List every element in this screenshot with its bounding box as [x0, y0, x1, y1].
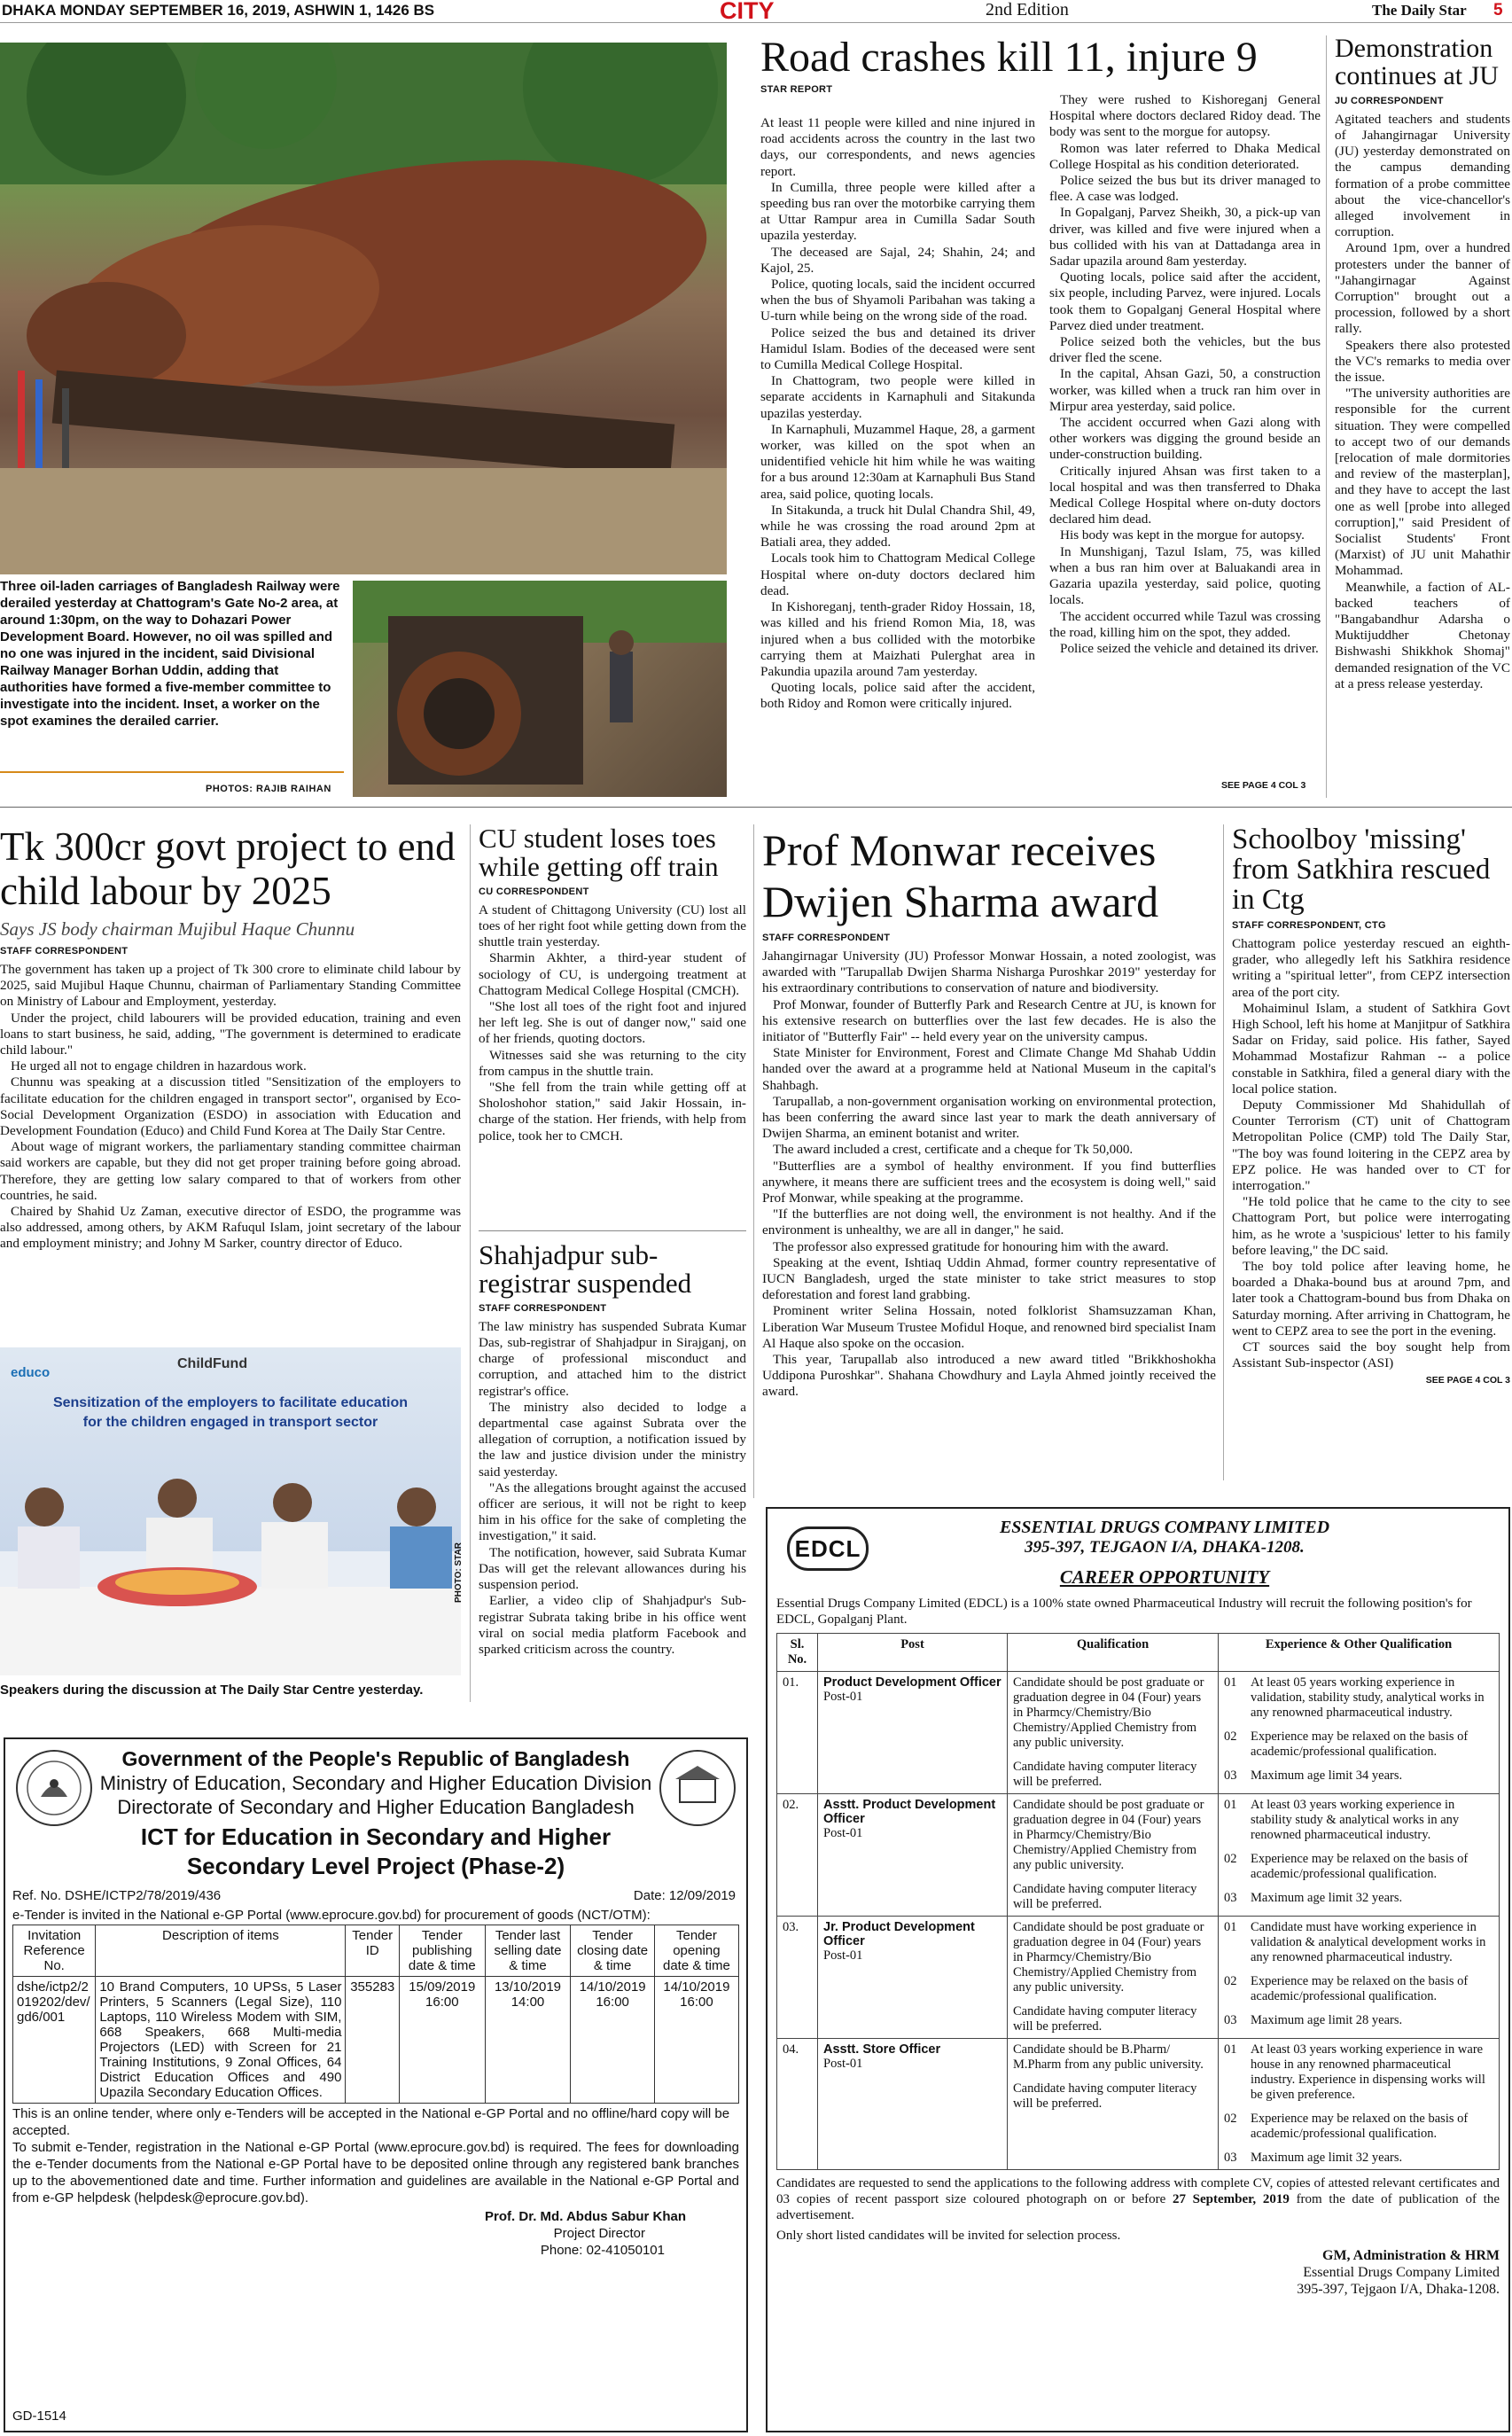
paragraph: Meanwhile, a faction of AL-backed teachers of "Bangabandhur Adarsha o Muktijuddher Chetonay Bishwashi Shikkhok Shomaj" demanded resignation of the VC at a press release yesterday. — [1335, 579, 1510, 691]
tender-note-2: To submit e-Tender, registration in the National e-GP Portal (www.eprocure.gov.bd) is required. The fees for downloading the e-Tender documents from the National e-GP Portal have to be deposited online through any registered bank branches up to the abovementioned date and time. Further information and guidelines are available in the National e-GP Portal and from e-GP helpdesk (helpdesk@eprocure.gov.bd). — [12, 2140, 739, 2206]
experience-text: At least 03 years working experience in stability study & analytical works in any renowned pharmaceutical industry. — [1251, 1798, 1460, 1842]
paragraph: "The university authorities are responsible for the current situation. They were compelled to accept two of our demands [relocation of male dormitories and review of the masterplan], and they have to accept the last one as well [probe into alleged corruption]," said President of Socialist Students' Front (Marxist) of JU unit Mahathir Mohammad. — [1335, 386, 1510, 579]
experience-text: At least 05 years working experience in validation, stability study, analytical works in any renowned pharmaceutical industry. — [1251, 1675, 1485, 1720]
tender-header-cell: Description of items — [96, 1925, 346, 1977]
schoolboy-byline: STAFF CORRESPONDENT, CTG — [1232, 919, 1386, 931]
experience-text: Maximum age limit 28 years. — [1251, 2013, 1403, 2027]
career-post — [818, 2039, 1008, 2170]
project-title-2: Secondary Level Project (Phase-2) — [186, 1853, 565, 1879]
road-crashes-col1 — [760, 115, 1035, 713]
worker-examining-carrier-illustration — [353, 581, 727, 797]
road-crashes-story — [760, 35, 1329, 100]
caption-accent-rule — [0, 771, 344, 773]
cu-student-byline: CU CORRESPONDENT — [479, 886, 589, 897]
child-labour-byline: STAFF CORRESPONDENT — [0, 946, 129, 956]
paragraph: Speakers there also protested the VC's remarks to media over the issue. — [1335, 337, 1510, 386]
career-qualification — [1008, 1672, 1219, 1794]
demonstration-headline: Demonstration continues at JU — [1335, 34, 1499, 90]
paragraph: In Munshiganj, Tazul Islam, 75, was killed when a bus ran him over at Baluakandi area in Gazaria upazila yesterday, said police, quoting locals. — [1049, 543, 1321, 608]
career-header-cell: Experience & Other Qualification — [1219, 1634, 1500, 1672]
career-post — [818, 1794, 1008, 1917]
company-address: 395-397, TEJGAON I/A, DHAKA-1208. — [1025, 1538, 1305, 1557]
road-crashes-byline: STAR REPORT — [760, 84, 833, 96]
paragraph: Mohaiminul Islam, a student of Satkhira Govt High School, left his home at Manjitpur of Satkhira Sadar on Friday, said police. His father, Sayed Mohammad Mostafizur Rahman -- a police constable in Satkhira, filed a general diary with the local police station. — [1232, 1000, 1510, 1097]
tender-table-row — [13, 1977, 739, 2104]
career-sl: 04. — [777, 2039, 818, 2170]
govt-line-3: Directorate of Secondary and Higher Education Bangladesh — [117, 1796, 635, 1818]
paragraph: Under the project, child labourers will be provided education, training and even loans to start business, he said, adding, "The government is determined to eradicate child labour." — [0, 1010, 461, 1058]
discussion-photo — [0, 1347, 461, 1675]
paragraph: Speaking at the event, Ishtiaq Uddin Ahmad, former country representative of IUCN Bangladesh, urged the state minister to take strict measures to stop deforestation and forest land grabbing. — [762, 1254, 1216, 1303]
paragraph: Prominent writer Selina Hossain, noted folklorist Shamsuzzaman Khan, Liberation War Museum Trustee Mofidul Hoque, and renowned bird specialist Inam Al Haque also spoke on the occasion. — [762, 1303, 1216, 1351]
paragraph: Witnesses said she was returning to the city from campus in the shuttle train. — [479, 1047, 746, 1079]
tender-header-cell: Tender last selling date & time — [485, 1925, 571, 1977]
paragraph: A student of Chittagong University (CU) lost all toes of her right foot while getting down from the shuttle train yesterday. — [479, 902, 746, 950]
experience-number: 03 — [1224, 2013, 1237, 2027]
experience-item — [1224, 1974, 1493, 2004]
dateline-text: DHAKA MONDAY SEPTEMBER 16, 2019, ASHWIN 1, 1426 BS — [2, 2, 435, 19]
edcl-logo: EDCL — [787, 1526, 869, 1571]
qualification-main: Candidate should be post graduate or graduation degree in 04 (Four) years in Pharmcy/Chemistry/Bio Chemistry/Applied Chemistry from any public university. — [1013, 1798, 1204, 1872]
career-footer-tail: from the date of publication of the advertisement. — [776, 2192, 1500, 2222]
paragraph: Police seized the vehicle and detained its driver. — [1060, 640, 1319, 656]
experience-number: 02 — [1224, 1974, 1237, 1988]
government-tender-ad — [4, 1737, 748, 2432]
paragraph: Police, quoting locals, said the incident occurred when the bus of Shyamoli Paribahan was taking a U-turn while being on the wrong side of the road. — [760, 277, 1035, 324]
post-title: Asstt. Store Officer — [823, 2042, 941, 2057]
section-label: CITY — [720, 0, 775, 24]
road-crashes-jump: SEE PAGE 4 COL 3 — [1221, 780, 1306, 791]
paragraph: Locals took him to Chattogram Medical College Hospital where on-duty doctors declared him dead. — [760, 550, 1035, 598]
post-count: Post-01 — [823, 1826, 863, 1840]
edcl-signatory — [776, 2247, 1500, 2298]
career-experience — [1219, 2039, 1500, 2170]
paragraph: They were rushed to Kishoreganj General Hospital where doctors declared Ridoy dead. The body was sent to the morgue for autopsy. — [1049, 92, 1321, 140]
paragraph: "She fell from the train while getting off at Sholoshohor station," said Jakir Hossain, in-charge of the station. Her friends, with help from police, took her to CMCH. — [479, 1080, 746, 1144]
experience-number: 03 — [1224, 1891, 1237, 1905]
career-header-cell: Sl. No. — [777, 1634, 818, 1672]
paragraph: Deputy Commissioner Md Shahidullah of Counter Terrorism (CT) unit of Chattogram Metropolitan Police (CMP) told The Daily Star, "The boy was found loitering in the CEPZ area by EPZ police. He was handed over to CT for interrogation." — [1232, 1097, 1510, 1193]
paragraph: The award included a crest, certificate and a cheque for Tk 50,000. — [773, 1142, 1134, 1158]
schoolboy-story — [1232, 824, 1510, 1386]
monwar-byline: STAFF CORRESPONDENT — [762, 933, 891, 943]
paragraph: The law ministry has suspended Subrata Kumar Das, sub-registrar of Shahjadpur in Sirajganj, on charge of professional misconduct and corruption, and attached him to the district registrar's office. — [479, 1318, 746, 1399]
paragraph: He urged all not to engage children in hazardous work. — [11, 1058, 307, 1074]
paragraph: The deceased are Sajal, 24; Shahin, 24; and Kajol, 25. — [760, 244, 1035, 276]
paragraph: CT sources said the boy sought help from Assistant Sub-inspector (ASI) — [1232, 1339, 1510, 1371]
experience-item — [1224, 1798, 1493, 1843]
paragraph: In Sitakunda, a truck hit Dulal Chandra Shil, 49, while he was crossing the road around 2pm at Batiali area, they added. — [760, 502, 1035, 550]
paragraph: Earlier, a video clip of Shahjadpur's Sub-registrar Subrata taking bribe in his office went viral on social media platform Facebook and sparked criticism across the country. — [479, 1593, 746, 1657]
experience-item — [1224, 1768, 1493, 1784]
dateline — [2, 2, 434, 20]
paragraph: Agitated teachers and students of Jahangirnagar University (JU) yesterday demonstrated on the campus demanding formation of a probe committee about the vice-chancellor's alleged involvement in corruption. — [1335, 111, 1510, 240]
career-heading: CAREER OPPORTUNITY — [1059, 1566, 1270, 1588]
road-crashes-col2 — [1049, 92, 1321, 657]
paragraph: "If the butterflies are not doing well, the environment is not healthy. And if the environment is unhealthy, we are all in danger," he said. — [762, 1206, 1216, 1238]
career-qualification — [1008, 1917, 1219, 2039]
career-experience — [1219, 1672, 1500, 1794]
post-title: Asstt. Product Development Officer — [823, 1798, 996, 1826]
cu-student-body — [479, 902, 746, 1144]
train-caption — [0, 578, 344, 730]
edcl-sign-address: 395-397, Tejgaon I/A, Dhaka-1208. — [1297, 2282, 1500, 2297]
edition-label: 2nd Edition — [986, 0, 1069, 20]
qualification-extra: Candidate having computer literacy will be preferred. — [1013, 1882, 1197, 1911]
paragraph: Police seized both the vehicles, but the bus driver fled the scene. — [1049, 334, 1321, 366]
paragraph: "Butterflies are a symbol of healthy environment. If you find butterflies anywhere, it means there are sufficient trees and the ecosystem is doing well," said Prof Monwar, while speaking at the programme. — [762, 1158, 1216, 1206]
career-qualification — [1008, 1794, 1219, 1917]
edcl-sign-company: Essential Drugs Company Limited — [1303, 2265, 1500, 2280]
signatory-phone: Phone: 02-41050101 — [540, 2243, 665, 2258]
paragraph: The accident occurred when Gazi along with other workers was digging the ground beside an under-construction building. — [1049, 415, 1321, 463]
train-photo-credit: PHOTOS: RAJIB RAIHAN — [206, 784, 331, 794]
road-crashes-headline: Road crashes kill 11, injure 9 — [760, 34, 1258, 81]
qualification-extra: Candidate having computer literacy will be preferred. — [1013, 2004, 1197, 2034]
schoolboy-body — [1232, 936, 1510, 1371]
column-divider — [1223, 824, 1224, 1480]
edcl-career-ad — [766, 1507, 1510, 2432]
paragraph: Romon was later referred to Dhaka Medical College Hospital as his condition deteriorated. — [1049, 140, 1321, 172]
paragraph: Jahangirnagar University (JU) Professor Monwar Hossain, a noted zoologist, was awarded with "Tarupallab Dwijen Sharma Nisharga Puroshkar 2019" yesterday for his extraordinary contributions to conservation of nature and biodiversity. — [762, 949, 1216, 996]
experience-text: Maximum age limit 32 years. — [1251, 2151, 1403, 2165]
experience-text: Experience may be relaxed on the basis of academic/professional qualification. — [1251, 2112, 1469, 2141]
career-table-body — [777, 1672, 1500, 2170]
shahjadpur-headline: Shahjadpur sub-registrar suspended — [479, 1239, 692, 1299]
career-sl: 02. — [777, 1794, 818, 1917]
paragraph: The accident occurred while Tazul was crossing the road, killing him on the spot, they added. — [1049, 608, 1321, 640]
experience-number: 02 — [1224, 1852, 1237, 1866]
project-title-1: ICT for Education in Secondary and Higher — [140, 1823, 612, 1850]
tender-cell: 14/10/2019 16:00 — [571, 1977, 654, 2104]
tender-table — [12, 1925, 739, 2104]
career-row — [777, 1917, 1500, 2039]
tender-cell: 15/09/2019 16:00 — [400, 1977, 486, 2104]
qualification-main: Candidate should be post graduate or graduation degree in 04 (Four) years in Pharmcy/Chemistry/Bio Chemistry/Applied Chemistry from any public university. — [1013, 1675, 1204, 1750]
shahjadpur-story — [479, 1241, 746, 1658]
signatory-block — [12, 2208, 686, 2259]
demonstration-body — [1335, 112, 1510, 692]
monwar-body — [762, 949, 1216, 1401]
post-count: Post-01 — [823, 1948, 863, 1963]
career-header-cell: Qualification — [1008, 1634, 1219, 1672]
experience-text: Maximum age limit 34 years. — [1251, 1768, 1403, 1783]
paragraph: Police seized the bus but its driver managed to flee. A case was lodged. — [1049, 173, 1321, 205]
paragraph: Quoting locals, police said after the accident, both Ridoy and Romon were critically injured. — [760, 680, 1035, 712]
paragraph: About wage of migrant workers, the parliamentary standing committee chairman said workers are capable, but they did not get proper training before going abroad. Therefore, they are getting low salary compared to that of workers from other countries, he said. — [0, 1139, 461, 1203]
experience-item — [1224, 1891, 1493, 1906]
career-footer-text: Candidates are requested to send the applications to the following address with complete CV, copies of attested relevant certificates and 03 copies of recent passport size coloured photograph on or before — [776, 2176, 1500, 2206]
shahjadpur-body — [479, 1319, 746, 1658]
tender-cell: 14/10/2019 16:00 — [654, 1977, 738, 2104]
experience-number: 02 — [1224, 1729, 1237, 1744]
tender-table-header — [13, 1925, 739, 1977]
column-divider — [753, 824, 754, 1498]
experience-number: 01 — [1224, 1920, 1237, 1934]
experience-number: 03 — [1224, 2151, 1237, 2165]
career-post — [818, 1917, 1008, 2039]
post-count: Post-01 — [823, 1690, 863, 1704]
experience-text: Experience may be relaxed on the basis of academic/professional qualification. — [1251, 1852, 1469, 1881]
schoolboy-jump: SEE PAGE 4 COL 3 — [1425, 1375, 1510, 1386]
company-name: ESSENTIAL DRUGS COMPANY LIMITED — [999, 1518, 1330, 1537]
career-experience — [1219, 1794, 1500, 1917]
experience-text: Experience may be relaxed on the basis of academic/professional qualification. — [1251, 1729, 1469, 1759]
paragraph: The ministry also decided to lodge a departmental case against Subrata over the allegation of corruption, a notification issued by the law and justice division under the ministry said yesterday. — [479, 1399, 746, 1480]
paragraph: The boy told police after leaving home, he boarded a Dhaka-bound bus at around 7pm, and later took a Chattogram-bound bus from Dhaka on Saturday morning. After arriving in Chattogram, he went to CEPZ area to see the port in the evening. — [1232, 1259, 1510, 1339]
qualification-main: Candidate should be post graduate or graduation degree in 04 (Four) years in Pharmcy/Chemistry/Bio Chemistry/Applied Chemistry from any public university. — [1013, 1920, 1204, 1995]
qualification-main: Candidate should be B.Pharm/ M.Pharm from any public university. — [1013, 2042, 1204, 2072]
tender-note-1: This is an online tender, where only e-Tenders will be accepted in the National e-GP Portal and no offline/hard copy will be accepted. — [12, 2106, 730, 2138]
childfund-logo: ChildFund — [177, 1356, 248, 1371]
paragraph: Chunnu was speaking at a discussion titled "Sensitization of the employers to facilitate education for the children engaged in transport sector", organised by Eco-Social Development Organization (ESDO) in association with Education and Development Foundation (Educo) and Child Fund Korea at The Daily Star Centre. — [0, 1074, 461, 1139]
paragraph: "As the allegations brought against the accused officer are serious, it will not be right to keep him in his office for the sake of completing the investigation," it said. — [479, 1480, 746, 1544]
career-qualification — [1008, 2039, 1219, 2170]
story-divider — [479, 1230, 746, 1231]
signatory-name: Prof. Dr. Md. Abdus Sabur Khan — [485, 2209, 686, 2224]
qualification-extra: Candidate having computer literacy will be preferred. — [1013, 2081, 1197, 2111]
paragraph: Chattogram police yesterday rescued an eighth-grader, who allegedly left his Satkhira residence writing a "spiritual letter", from CEPZ intersection area of the port city. — [1232, 935, 1510, 1000]
experience-text: At least 03 years working experience in ware house in any renowned pharmaceutical industry. Experience in dispensing works will be given preference. — [1251, 2042, 1485, 2102]
paragraph: Around 1pm, over a hundred protesters under the banner of "Jahangirnagar Against Corruption" brought out a procession, followed by a short rally. — [1335, 240, 1510, 337]
qualification-extra: Candidate having computer literacy will be preferred. — [1013, 1760, 1197, 1789]
section-divider — [0, 807, 1512, 808]
edcl-sign-title: GM, Administration & HRM — [1322, 2248, 1500, 2263]
experience-item — [1224, 2112, 1493, 2142]
paragraph: "He told police that he came to the city to see Chattogram Port, but police were interrogating him, as he wrote a 'suspicious' letter to his family before leaving," the DC said. — [1232, 1194, 1510, 1258]
shahjadpur-byline: STAFF CORRESPONDENT — [479, 1302, 607, 1314]
column-divider — [470, 824, 471, 1702]
paragraph: At least 11 people were killed and nine injured in road accidents across the country in the last two days, our correspondents, and news agencies report. — [760, 115, 1035, 179]
experience-text: Experience may be relaxed on the basis of academic/professional qualification. — [1251, 1974, 1469, 2003]
career-row — [777, 1794, 1500, 1917]
tender-cell: 10 Brand Computers, 10 UPSs, 5 Laser Printers, 5 Scanners (Legal Size), 110 Laptops, 110 Wireless Modem with SIM, 668 Speakers, 668 Multi-media Projectors (LED) with Screen for 21 Training Institutions, 9 Zonal Offices, 64 District Education Offices and 490 Upazila Secondary Education Offices. — [96, 1977, 346, 2104]
experience-number: 03 — [1224, 1768, 1237, 1783]
banner-line-1: Sensitization of the employers to facilitate education — [52, 1395, 409, 1410]
post-title: Jr. Product Development Officer — [823, 1920, 975, 1948]
govt-emblem-icon — [14, 1748, 94, 1828]
tender-header-cell: Invitation Reference No. — [13, 1925, 96, 1977]
paragraph: "She lost all toes of the right foot and injured her left leg. She is out of danger now," said one of her friends, quoting doctors. — [479, 999, 746, 1047]
career-table — [776, 1633, 1500, 2170]
experience-item — [1224, 1729, 1493, 1760]
tender-header-cell: Tender ID — [346, 1925, 400, 1977]
child-labour-story — [0, 824, 461, 1253]
column-divider — [1326, 35, 1327, 798]
paragraph: This year, Tarupallab also introduced a new award titled "Brikkhoshokha Uddipona Puroshkar". Shahana Chowdhury and Layla Ahmed jointly received the award. — [762, 1352, 1216, 1400]
paragraph: Sharmin Akhter, a third-year student of sociology of CU, is undergoing treatment at Chattogram Medical College Hospital (CMCH). — [479, 950, 746, 998]
experience-item — [1224, 1920, 1493, 1965]
career-footer-2: Only short listed candidates will be invited for selection process. — [776, 2229, 1121, 2243]
inset-photo — [353, 581, 727, 797]
child-labour-headline: Tk 300cr govt project to end child labour by 2025 — [0, 824, 456, 913]
tender-header-cell: Tender publishing date & time — [400, 1925, 486, 1977]
paragraph: In Chattogram, two people were killed in separate accidents in Karnaphuli and Sitakunda upazilas yesterday. — [760, 373, 1035, 421]
schoolboy-headline: Schoolboy 'missing' from Satkhira rescued in Ctg — [1232, 824, 1491, 916]
experience-text: Maximum age limit 32 years. — [1251, 1891, 1403, 1905]
train-caption-text: Three oil-laden carriages of Bangladesh Railway were derailed yesterday at Chattogram's Gate No-2 area, at around 1:30pm, on the way to Dohazari Power Development Board. However, no oil was spilled and no one was injured in the incident, said Divisional Railway Manager Borhan Uddin, adding that authorities have formed a five-member committee to investigate into the incident. Inset, a worker on the spot examines the derailed carrier. — [0, 579, 340, 729]
career-row — [777, 2039, 1500, 2170]
experience-item — [1224, 1675, 1493, 1721]
paragraph: In Kishoreganj, tenth-grader Ridoy Hossain, 18, was killed and his friend Romon Mia, 18, was injured when a bus collided with the motorbike carrying them at Maizhati Pulerghat area in Pakundia upazila around 7am yesterday. — [760, 599, 1035, 679]
career-deadline: 27 September, 2019 — [1172, 2192, 1290, 2206]
paragraph: The professor also expressed gratitude for honouring him with the award. — [773, 1238, 1169, 1254]
career-intro: Essential Drugs Company Limited (EDCL) is a 100% state owned Pharmaceutical Industry will recruit the following position's for EDCL, Gopalganj Plant. — [776, 1597, 1472, 1627]
paragraph: Quoting locals, police said after the accident, six people, including Parvez, were injured. Locals took them to Gopalganj General Hospital where Parvez died under treatment. — [1049, 269, 1321, 333]
train-photo — [0, 43, 727, 574]
experience-number: 01 — [1224, 1798, 1237, 1812]
child-labour-subhead: Says JS body chairman Mujibul Haque Chunnu — [0, 918, 355, 940]
discussion-photo-credit: PHOTO: STAR — [454, 1542, 464, 1603]
tender-cell: 355283 — [346, 1977, 400, 2104]
speakers-illustration — [0, 1454, 461, 1675]
masthead — [0, 0, 1512, 23]
govt-line-2: Ministry of Education, Secondary and Higher Education Division — [99, 1772, 652, 1794]
govt-line-1: Government of the People's Republic of Bangladesh — [121, 1747, 630, 1770]
experience-number: 01 — [1224, 1675, 1237, 1690]
experience-number: 02 — [1224, 2112, 1237, 2126]
tender-cell: dshe/ictp2/2019202/dev/gd6/001 — [13, 1977, 96, 2104]
tender-header-cell: Tender opening date & time — [654, 1925, 738, 1977]
dshe-logo-icon — [658, 1748, 737, 1828]
post-count: Post-01 — [823, 2057, 863, 2071]
child-labour-body — [0, 962, 461, 1253]
career-table-header — [777, 1634, 1500, 1672]
paragraph: The government has taken up a project of Tk 300 crore to eliminate child labour by 2025, said Mujibul Haque Chunnu, chairman of Parliamentary Standing Committee on Ministry of Labour and Employment, yesterday. — [0, 962, 461, 1010]
paragraph: Critically injured Ahsan was first taken to a local hospital and was then transferred to Dhaka Medical College Hospital where on-duty doctors declared him dead. — [1049, 463, 1321, 527]
career-post — [818, 1672, 1008, 1794]
discussion-caption: Speakers during the discussion at The Daily Star Centre yesterday. — [0, 1683, 424, 1698]
demonstration-byline: JU CORRESPONDENT — [1335, 95, 1444, 106]
career-footer-1 — [776, 2175, 1500, 2223]
paragraph: In Gopalganj, Parvez Sheikh, 30, a pick-up van driver, was killed and five were injured when a bus collided with his van at Dattadanga area in Sadar upazila around 8am yesterday. — [1049, 205, 1321, 269]
paragraph: In the capital, Ahsan Gazi, 50, a construction worker, was killed when a truck ran him over in Mirpur area yesterday, said police. — [1049, 366, 1321, 414]
signatory-title: Project Director — [553, 2226, 645, 2241]
experience-item — [1224, 1852, 1493, 1882]
tender-cell: 13/10/2019 14:00 — [485, 1977, 571, 2104]
career-experience — [1219, 1917, 1500, 2039]
tender-header-cell: Tender closing date & time — [571, 1925, 654, 1977]
ad-code: GD-1514 — [12, 2409, 66, 2424]
experience-number: 01 — [1224, 2042, 1237, 2057]
paragraph: The notification, however, said Subrata Kumar Das will get the relevant allowances during his suspension period. — [479, 1544, 746, 1593]
experience-item — [1224, 2042, 1493, 2103]
career-sl: 01. — [777, 1672, 818, 1794]
monwar-headline: Prof Monwar receives Dwijen Sharma award — [762, 825, 1159, 926]
career-row — [777, 1672, 1500, 1794]
experience-text: Candidate must have working experience in validation & analytical development works in any renowned pharmaceutical industry. — [1251, 1920, 1486, 1964]
post-title: Product Development Officer — [823, 1675, 1002, 1690]
paragraph: Police seized the bus and detained its driver Hamidul Islam. Bodies of the deceased were sent to Cumilla Medical College Hospital. — [760, 324, 1035, 373]
cu-student-story — [479, 824, 746, 1144]
ref-line — [12, 1888, 739, 1906]
cu-student-headline: CU student loses toes while getting off train — [479, 823, 719, 882]
paragraph: In Karnaphuli, Muzammel Haque, 28, a garment worker, was killed on the spot when an unidentified vehicle hit him while he was waiting for a bus around 12:30am at Karnaphuli Bus Stand area, said police, quoting locals. — [760, 421, 1035, 502]
demonstration-story — [1335, 35, 1510, 692]
ad-date: Date: 12/09/2019 — [633, 1888, 736, 1903]
paragraph: Prof Monwar, founder of Butterfly Park and Research Centre at JU, is known for his extensive research on butterflies over the last few decades. He is also the initiator of "Butterfly Fair" -- held every year on the university campus. — [762, 996, 1216, 1045]
page-number: 5 — [1493, 1, 1503, 20]
career-sl: 03. — [777, 1917, 818, 2039]
paragraph: Tarupallab, a non-government organisation working on environmental protection, has been conferring the award since last year to mark the death anniversary of Dwijen Sharma, an eminent botanist and writer. — [762, 1093, 1216, 1142]
experience-item — [1224, 2151, 1493, 2166]
experience-item — [1224, 2013, 1493, 2028]
derailed-train-illustration — [0, 43, 727, 574]
paragraph: In Cumilla, three people were killed after a speeding bus ran over the motorbike carrying them at Uttar Rampur area in Cumilla Sadar South upazila yesterday. — [760, 179, 1035, 244]
paragraph: His body was kept in the morgue for autopsy. — [1060, 527, 1305, 543]
paragraph: State Minister for Environment, Forest and Climate Change Md Shahab Uddin handed over the award at a programme held at National Museum in the capital's Shahbagh. — [762, 1045, 1216, 1093]
reference-number: Ref. No. DSHE/ICTP2/78/2019/436 — [12, 1888, 222, 1903]
monwar-story — [762, 824, 1216, 1401]
educo-logo: educo — [11, 1365, 51, 1380]
tender-invite: e-Tender is invited in the National e-GP Portal (www.eprocure.gov.bd) for procurement of goods (NCT/OTM): — [12, 1908, 651, 1923]
banner-line-2: for the children engaged in transport sector — [82, 1415, 378, 1430]
paper-name: The Daily Star — [1372, 2, 1467, 19]
paragraph: Chaired by Shahid Uz Zaman, executive director of ESDO, the programme was also addressed, among others, by AKM Rafuqul Islam, joint secretary of the labour and employment ministry; and Johny M Sarker, country director of Educo. — [0, 1204, 461, 1252]
career-header-cell: Post — [818, 1634, 1008, 1672]
